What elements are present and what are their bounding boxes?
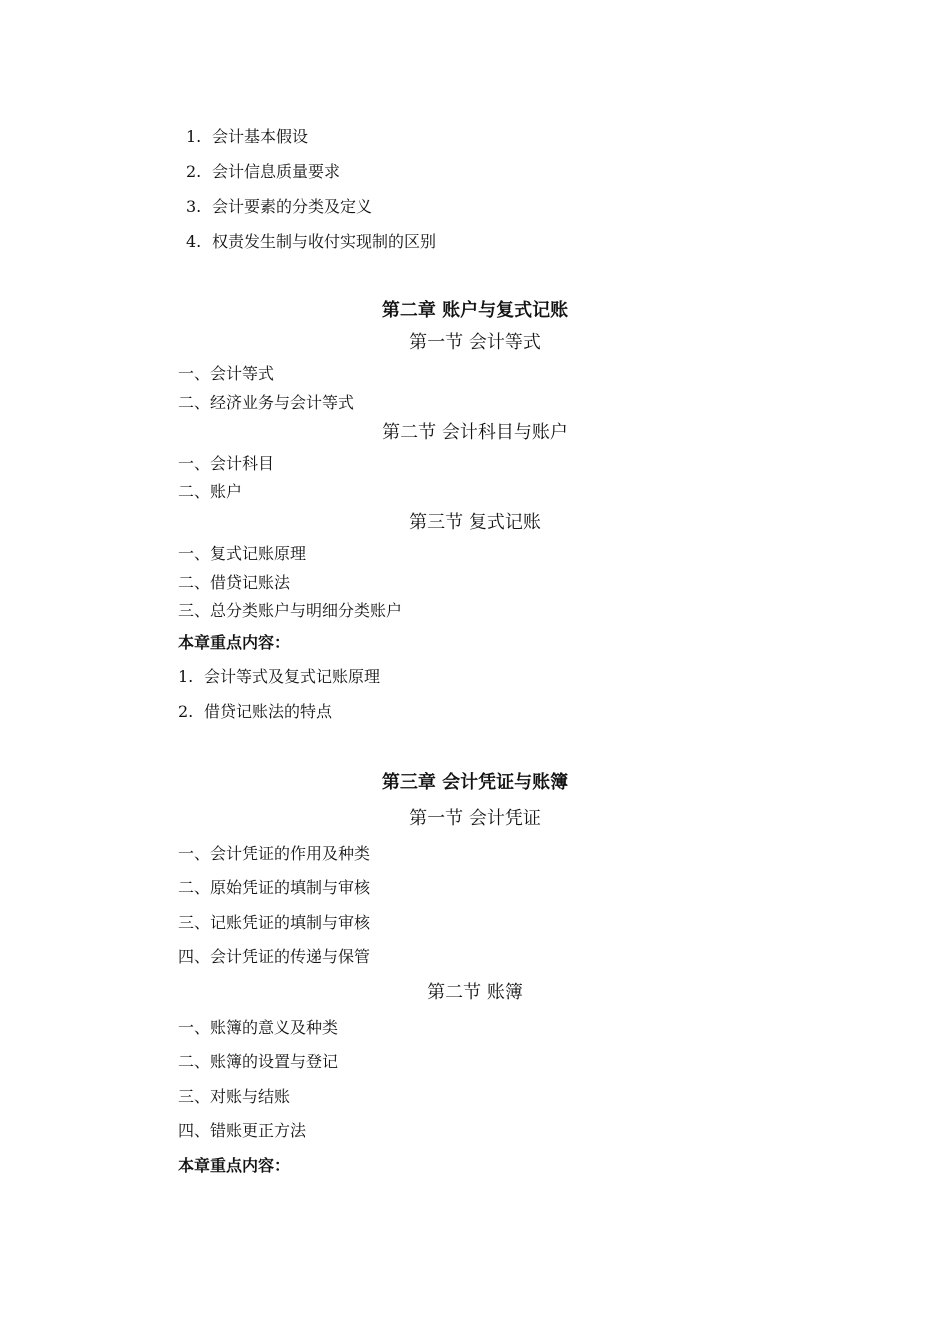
chapter-title: 第二章 账户与复式记账	[381, 300, 569, 321]
list-text: 借贷记账法的特点	[204, 702, 333, 721]
list-item	[178, 702, 332, 722]
list-item: 三、对账与结账	[178, 1087, 291, 1106]
list-item: 四、错账更正方法	[178, 1121, 307, 1140]
list-item: 二、经济业务与会计等式	[178, 393, 355, 412]
list-item: 三、总分类账户与明细分类账户	[178, 601, 403, 620]
list-item: 四、会计凭证的传递与保管	[178, 947, 371, 966]
list-item	[178, 667, 380, 687]
list-number: 3.	[186, 197, 202, 216]
list-item: 一、会计等式	[178, 364, 275, 383]
list-item: 二、原始凭证的填制与审核	[178, 878, 371, 897]
list-text: 会计要素的分类及定义	[212, 197, 373, 216]
key-points-label: 本章重点内容：	[178, 1156, 291, 1175]
list-number: 4.	[186, 232, 202, 251]
list-item	[186, 232, 436, 252]
section-title: 第二节 会计科目与账户	[382, 422, 568, 443]
section-title: 第二节 账簿	[427, 982, 523, 1003]
list-item: 三、记账凭证的填制与审核	[178, 913, 371, 932]
list-text: 会计基本假设	[212, 127, 309, 146]
list-item: 一、账簿的意义及种类	[178, 1018, 339, 1037]
list-item: 一、复式记账原理	[178, 544, 307, 563]
list-item: 二、账户	[178, 482, 243, 501]
list-item	[186, 197, 372, 217]
list-number: 1.	[178, 667, 194, 686]
list-item: 一、会计凭证的作用及种类	[178, 844, 371, 863]
list-text: 会计信息质量要求	[212, 162, 341, 181]
list-number: 2.	[178, 702, 194, 721]
list-number: 2.	[186, 162, 202, 181]
section-title: 第一节 会计等式	[409, 332, 541, 353]
list-item: 二、借贷记账法	[178, 573, 291, 592]
key-points-label: 本章重点内容：	[178, 633, 291, 652]
list-text: 会计等式及复式记账原理	[204, 667, 381, 686]
list-item	[186, 127, 308, 147]
list-text: 权责发生制与收付实现制的区别	[212, 232, 437, 251]
chapter-title: 第三章 会计凭证与账簿	[381, 772, 569, 793]
section-title: 第三节 复式记账	[409, 512, 541, 533]
section-title: 第一节 会计凭证	[409, 808, 541, 829]
list-number: 1.	[186, 127, 202, 146]
list-item: 二、账簿的设置与登记	[178, 1052, 339, 1071]
list-item: 一、会计科目	[178, 454, 275, 473]
list-item	[186, 162, 340, 182]
